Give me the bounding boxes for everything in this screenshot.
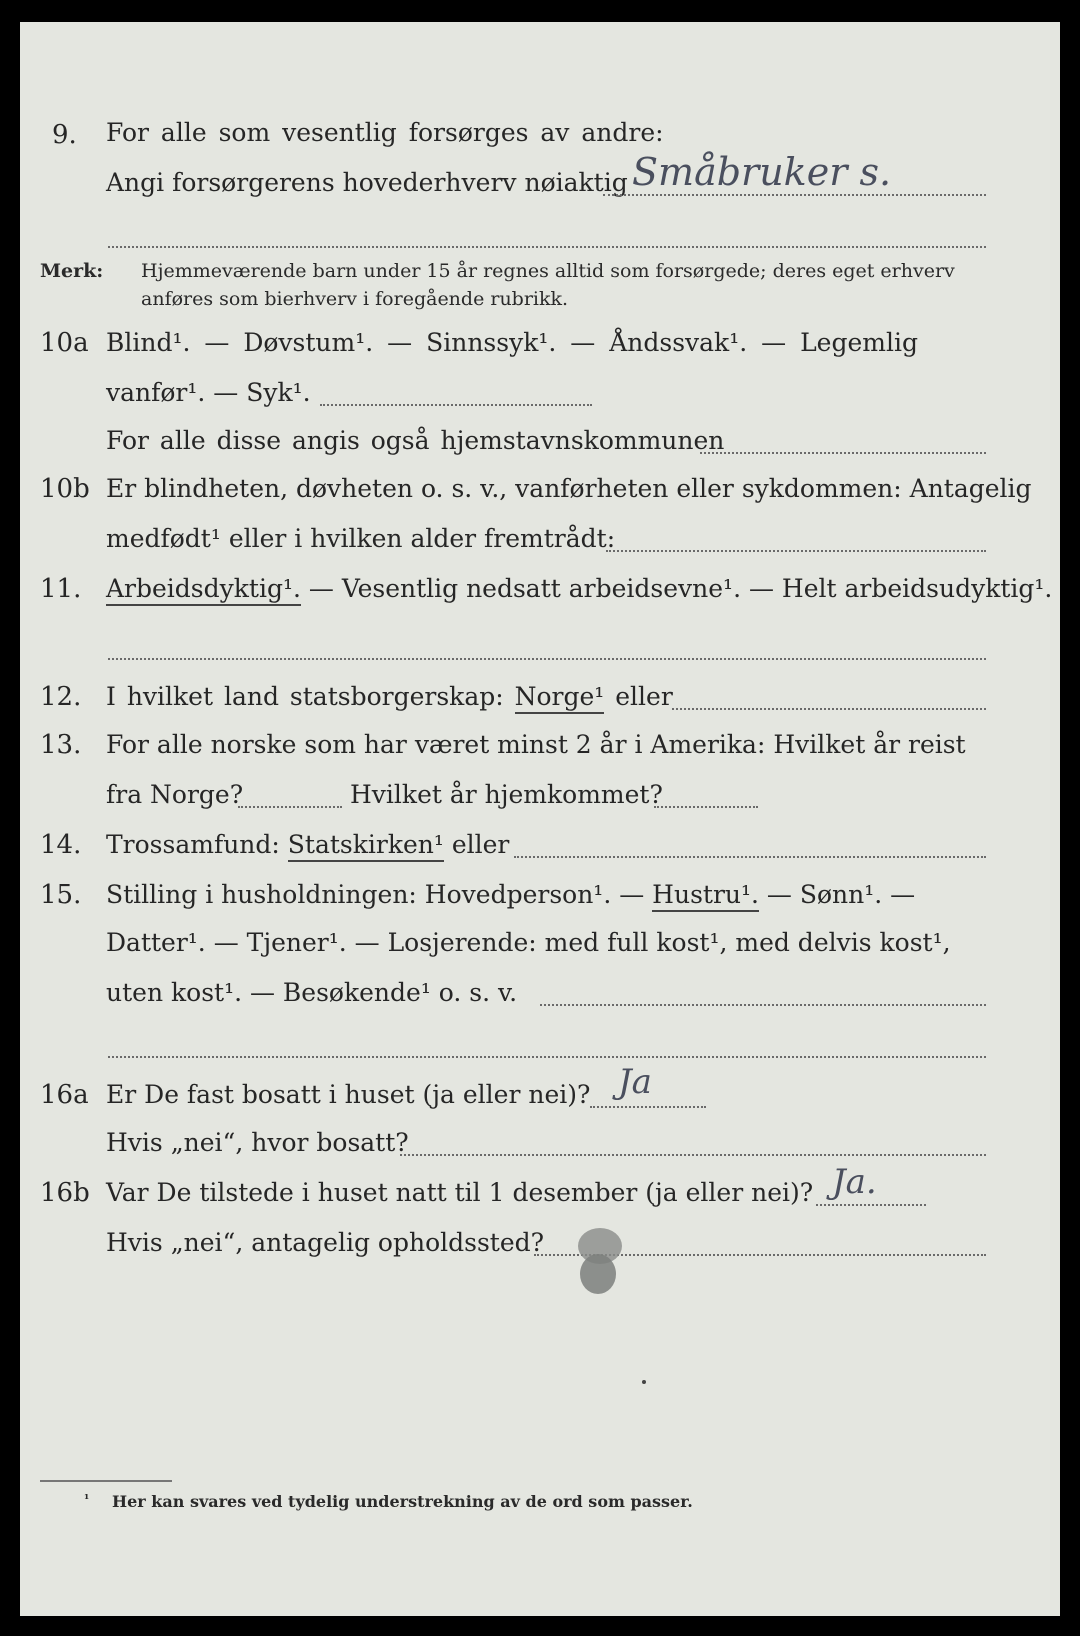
merk-label: Merk:: [40, 260, 104, 282]
q14-answer-line: [514, 856, 986, 858]
q10a-line2-answer: [320, 404, 592, 406]
q10b-number: 10b: [40, 474, 90, 504]
q13-line1: For alle norske som har været minst 2 år i Amerika: Hvilket år reist: [106, 730, 966, 759]
q14-prefix: Trossamfund:: [106, 830, 288, 859]
q12-number: 12.: [40, 682, 82, 712]
q13-year-returned-line: [654, 806, 758, 808]
q16b-line1: Var De tilstede i huset natt til 1 desember (ja eller nei)?: [106, 1178, 814, 1207]
q16a-handwritten-answer[interactable]: Ja: [618, 1062, 652, 1102]
footnote-text: Her kan svares ved tydelig understrekning av de ord som passer.: [112, 1492, 693, 1511]
q12-underlined-option[interactable]: Norge¹: [515, 682, 605, 714]
q16a-where-line: [400, 1154, 986, 1156]
q13-number: 13.: [40, 730, 82, 760]
q14-suffix: eller: [443, 830, 510, 859]
q11-underlined-option[interactable]: Arbeidsdyktig¹.: [106, 574, 301, 606]
q11-options: [106, 574, 1052, 603]
q9-line1: For alle som vesentlig forsørges av andre:: [106, 118, 664, 147]
q13-line2a: fra Norge?: [106, 780, 244, 809]
q9-handwritten-answer[interactable]: Småbruker s.: [632, 150, 892, 194]
ink-smudge: [570, 1222, 630, 1302]
q9-answer-line: [603, 194, 986, 196]
q11-extra-line: [108, 658, 986, 660]
q14-line: [106, 830, 509, 859]
q12-line: [106, 682, 673, 711]
q10a-line1: Blind¹. — Døvstum¹. — Sinnssyk¹. — Åndssvak¹. — Legemlig: [106, 328, 918, 357]
q16b-number: 16b: [40, 1178, 90, 1208]
q15-extra-line: [108, 1056, 986, 1058]
q15-number: 15.: [40, 880, 82, 910]
q14-underlined-option[interactable]: Statskirken¹: [288, 830, 444, 862]
q10b-answer-line: [606, 550, 986, 552]
census-form-page: [20, 22, 1060, 1616]
q10a-number: 10a: [40, 328, 89, 358]
q9-extra-line: [108, 246, 986, 248]
q13-line2b: Hvilket år hjemkommet?: [350, 780, 663, 809]
q14-number: 14.: [40, 830, 82, 860]
q15-line1a: Stilling i husholdningen: Hovedperson¹. —: [106, 880, 653, 909]
q16b-answer-line: [816, 1204, 926, 1206]
q10b-line1: Er blindheten, døvheten o. s. v., vanførheten eller sykdommen: Antagelig: [106, 474, 1032, 503]
q16a-answer-line: [590, 1106, 706, 1108]
q10a-line3-answer: [700, 452, 986, 454]
footnote-separator: [40, 1480, 172, 1482]
q13-year-left-line: [238, 806, 342, 808]
q10b-line2: medfødt¹ eller i hvilken alder fremtrådt:: [106, 524, 616, 553]
merk-line2: anføres som bierhverv i foregående rubrikk.: [141, 288, 569, 310]
q15-line1: [106, 880, 915, 909]
q15-line1b: — Sønn¹. —: [758, 880, 916, 909]
ink-dot: [642, 1380, 646, 1384]
q9-number: 9.: [52, 120, 77, 150]
q16b-handwritten-answer[interactable]: Ja.: [832, 1162, 877, 1202]
footnote-mark: ¹: [84, 1492, 90, 1506]
q12-suffix: eller: [604, 682, 673, 711]
q10a-line2: vanfør¹. — Syk¹.: [106, 378, 311, 407]
q16a-line1: Er De fast bosatt i huset (ja eller nei)?: [106, 1080, 591, 1109]
q9-line2: Angi forsørgerens hovederhverv nøiaktig: [106, 168, 628, 197]
q15-answer-line: [540, 1004, 986, 1006]
q15-line3: uten kost¹. — Besøkende¹ o. s. v.: [106, 978, 518, 1007]
q11-number: 11.: [40, 574, 82, 604]
q12-answer-line: [672, 708, 986, 710]
q10a-line3: For alle disse angis også hjemstavnskommunen: [106, 426, 725, 455]
q15-underlined-option[interactable]: Hustru¹.: [652, 880, 759, 912]
q15-line2: Datter¹. — Tjener¹. — Losjerende: med full kost¹, med delvis kost¹,: [106, 928, 951, 957]
q16a-number: 16a: [40, 1080, 89, 1110]
q11-rest: — Vesentlig nedsatt arbeidsevne¹. — Helt arbeidsudyktig¹.: [300, 574, 1053, 603]
q12-prefix: I hvilket land statsborgerskap:: [106, 682, 515, 711]
q16b-line2: Hvis „nei“, antagelig opholdssted?: [106, 1228, 545, 1257]
merk-line1: Hjemmeværende barn under 15 år regnes alltid som forsørgede; deres eget erhverv: [141, 260, 955, 282]
q16a-line2: Hvis „nei“, hvor bosatt?: [106, 1128, 409, 1157]
